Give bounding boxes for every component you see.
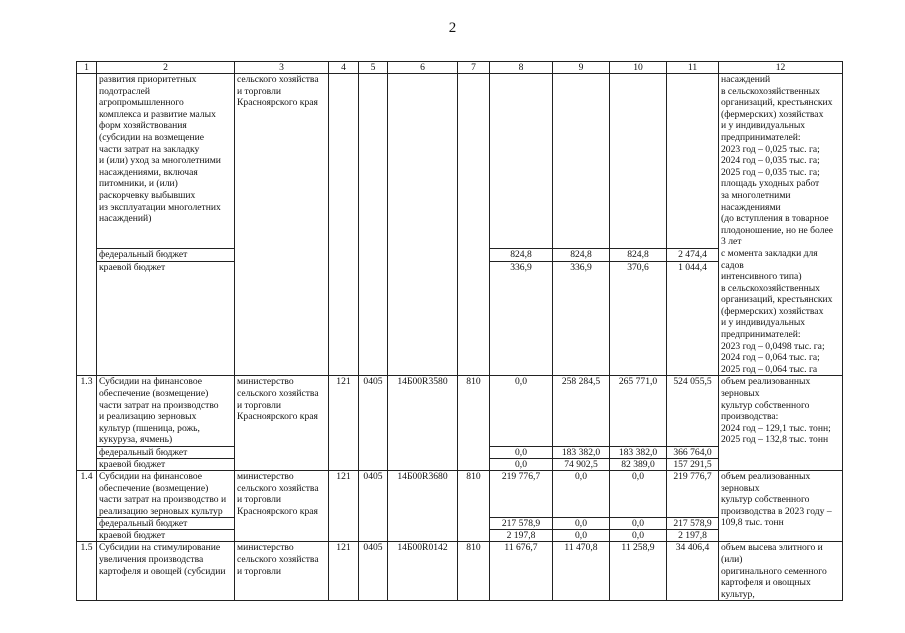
header-cell: 9 [553, 62, 610, 74]
value-v9: 0,0 [553, 518, 610, 530]
header-cell: 10 [610, 62, 667, 74]
row-number [77, 74, 97, 376]
cell-c5: 0405 [359, 376, 388, 471]
value-v9: 336,9 [553, 262, 610, 376]
result-indicator: объем реализованных зерновых культур собственного производства: 2024 год – 129,1 тыс. тонн; 2025 год – 132,8 тыс. тонн [719, 376, 843, 471]
measure-name: Субсидии на финансовое обеспечение (возмещение) части затрат на производство и реализацию зерновых культур [97, 471, 235, 518]
cell-c7 [458, 74, 490, 376]
value-v8: 11 676,7 [490, 542, 553, 601]
executor: министерство сельского хозяйства и торговли [235, 542, 329, 601]
cell-c6 [388, 74, 458, 376]
value-v9: 11 470,8 [553, 542, 610, 601]
value-v8: 824,8 [490, 249, 553, 262]
value-v9: 183 382,0 [553, 447, 610, 459]
row-number: 1.5 [77, 542, 97, 601]
page-number: 2 [448, 20, 457, 36]
cell-c6: 14Б00R3680 [388, 471, 458, 542]
cell-c6: 14Б00R3580 [388, 376, 458, 471]
value-v8: 0,0 [490, 376, 553, 447]
value-v9: 0,0 [553, 530, 610, 542]
value-v8: 336,9 [490, 262, 553, 376]
header-row [77, 62, 843, 74]
value-v9: 824,8 [553, 249, 610, 262]
value-v11: 524 055,5 [667, 376, 719, 447]
value-v10: 265 771,0 [610, 376, 667, 447]
header-cell: 1 [77, 62, 97, 74]
cell-c5: 0405 [359, 471, 388, 542]
header-cell: 4 [329, 62, 359, 74]
measure-name: развития приоритетных подотраслей агропромышленного комплекса и развитие малых форм хозяйствования (субсидии на возмещение части затрат на закладку и (или) уход за многолетними насаждениями, включая питомники, и (или) раскорчевку выбывших из эксплуатации многолетних насаждений) [97, 74, 235, 249]
value-v10: 11 258,9 [610, 542, 667, 601]
measure-name: Субсидии на стимулирование увеличения производства картофеля и овощей (субсидии [97, 542, 235, 601]
header-cell: 5 [359, 62, 388, 74]
cell-v8 [490, 74, 553, 249]
cell-v9 [553, 74, 610, 249]
result-indicator: насаждений в сельскохозяйственных организаций, крестьянских (фермерских) хозяйствах и у индивидуальных предпринимателей: 2023 год – 0,025 тыс. га; 2024 год – 0,035 тыс. га; 2025 год – 0,035 тыс. га; площадь уходных работ за многолетними насаждениями (до вступления в товарное плодоношение, но не более 3 лет с момента закладки для садов интенсивного типа) в сельскохозяйственных организаций, крестьянских (фермерских) хозяйствах и у индивидуальных предпринимателей: 2023 год – 0,0498 тыс. га; 2024 год – 0,064 тыс. га; 2025 год – 0,064 тыс. га [719, 74, 843, 376]
table-row [77, 74, 843, 249]
value-v10: 370,6 [610, 262, 667, 376]
value-v8: 0,0 [490, 447, 553, 459]
header-cell: 8 [490, 62, 553, 74]
value-v10: 824,8 [610, 249, 667, 262]
header-cell: 3 [235, 62, 329, 74]
value-v11: 2 474,4 [667, 249, 719, 262]
budget-label: краевой бюджет [97, 459, 235, 471]
value-v9: 74 902,5 [553, 459, 610, 471]
value-v10: 0,0 [610, 471, 667, 518]
table-row [77, 376, 843, 447]
cell-c7: 810 [458, 376, 490, 471]
cell-c5 [359, 74, 388, 376]
row-number: 1.4 [77, 471, 97, 542]
budget-label: краевой бюджет [97, 530, 235, 542]
value-v10: 82 389,0 [610, 459, 667, 471]
table-row [77, 471, 843, 518]
executor: министерство сельского хозяйства и торговли Красноярского края [235, 471, 329, 542]
result-indicator: объем реализованных зерновых культур собственного производства в 2023 году – 109,8 тыс. тонн [719, 471, 843, 542]
cell-c4: 121 [329, 376, 359, 471]
result-indicator: объем высева элитного и (или) оригинального семенного картофеля и овощных культур, [719, 542, 843, 601]
value-v11: 219 776,7 [667, 471, 719, 518]
measure-name: Субсидии на финансовое обеспечение (возмещение) части затрат на производство и реализацию зерновых культур (пшеница, рожь, кукуруза, ячмень) [97, 376, 235, 447]
cell-v11 [667, 74, 719, 249]
value-v11: 217 578,9 [667, 518, 719, 530]
value-v8: 217 578,9 [490, 518, 553, 530]
header-cell: 11 [667, 62, 719, 74]
header-cell: 7 [458, 62, 490, 74]
program-table [76, 61, 843, 601]
value-v8: 2 197,8 [490, 530, 553, 542]
header-cell: 12 [719, 62, 843, 74]
budget-label: федеральный бюджет [97, 447, 235, 459]
value-v11: 2 197,8 [667, 530, 719, 542]
executor: министерство сельского хозяйства и торговли Красноярского края [235, 376, 329, 471]
value-v11: 34 406,4 [667, 542, 719, 601]
value-v11: 1 044,4 [667, 262, 719, 376]
value-v8: 219 776,7 [490, 471, 553, 518]
cell-c7: 810 [458, 542, 490, 601]
cell-c4: 121 [329, 542, 359, 601]
value-v10: 0,0 [610, 518, 667, 530]
budget-label: краевой бюджет [97, 262, 235, 376]
value-v11: 366 764,0 [667, 447, 719, 459]
row-number: 1.3 [77, 376, 97, 471]
value-v10: 183 382,0 [610, 447, 667, 459]
cell-c4 [329, 74, 359, 376]
executor: сельского хозяйства и торговли Красноярского края [235, 74, 329, 376]
cell-c7: 810 [458, 471, 490, 542]
header-cell: 2 [97, 62, 235, 74]
value-v8: 0,0 [490, 459, 553, 471]
cell-c4: 121 [329, 471, 359, 542]
budget-label: федеральный бюджет [97, 518, 235, 530]
cell-c5: 0405 [359, 542, 388, 601]
value-v9: 0,0 [553, 471, 610, 518]
cell-v10 [610, 74, 667, 249]
value-v10: 0,0 [610, 530, 667, 542]
header-cell: 6 [388, 62, 458, 74]
value-v11: 157 291,5 [667, 459, 719, 471]
cell-c6: 14Б00R0142 [388, 542, 458, 601]
budget-label: федеральный бюджет [97, 249, 235, 262]
table-row [77, 542, 843, 601]
value-v9: 258 284,5 [553, 376, 610, 447]
